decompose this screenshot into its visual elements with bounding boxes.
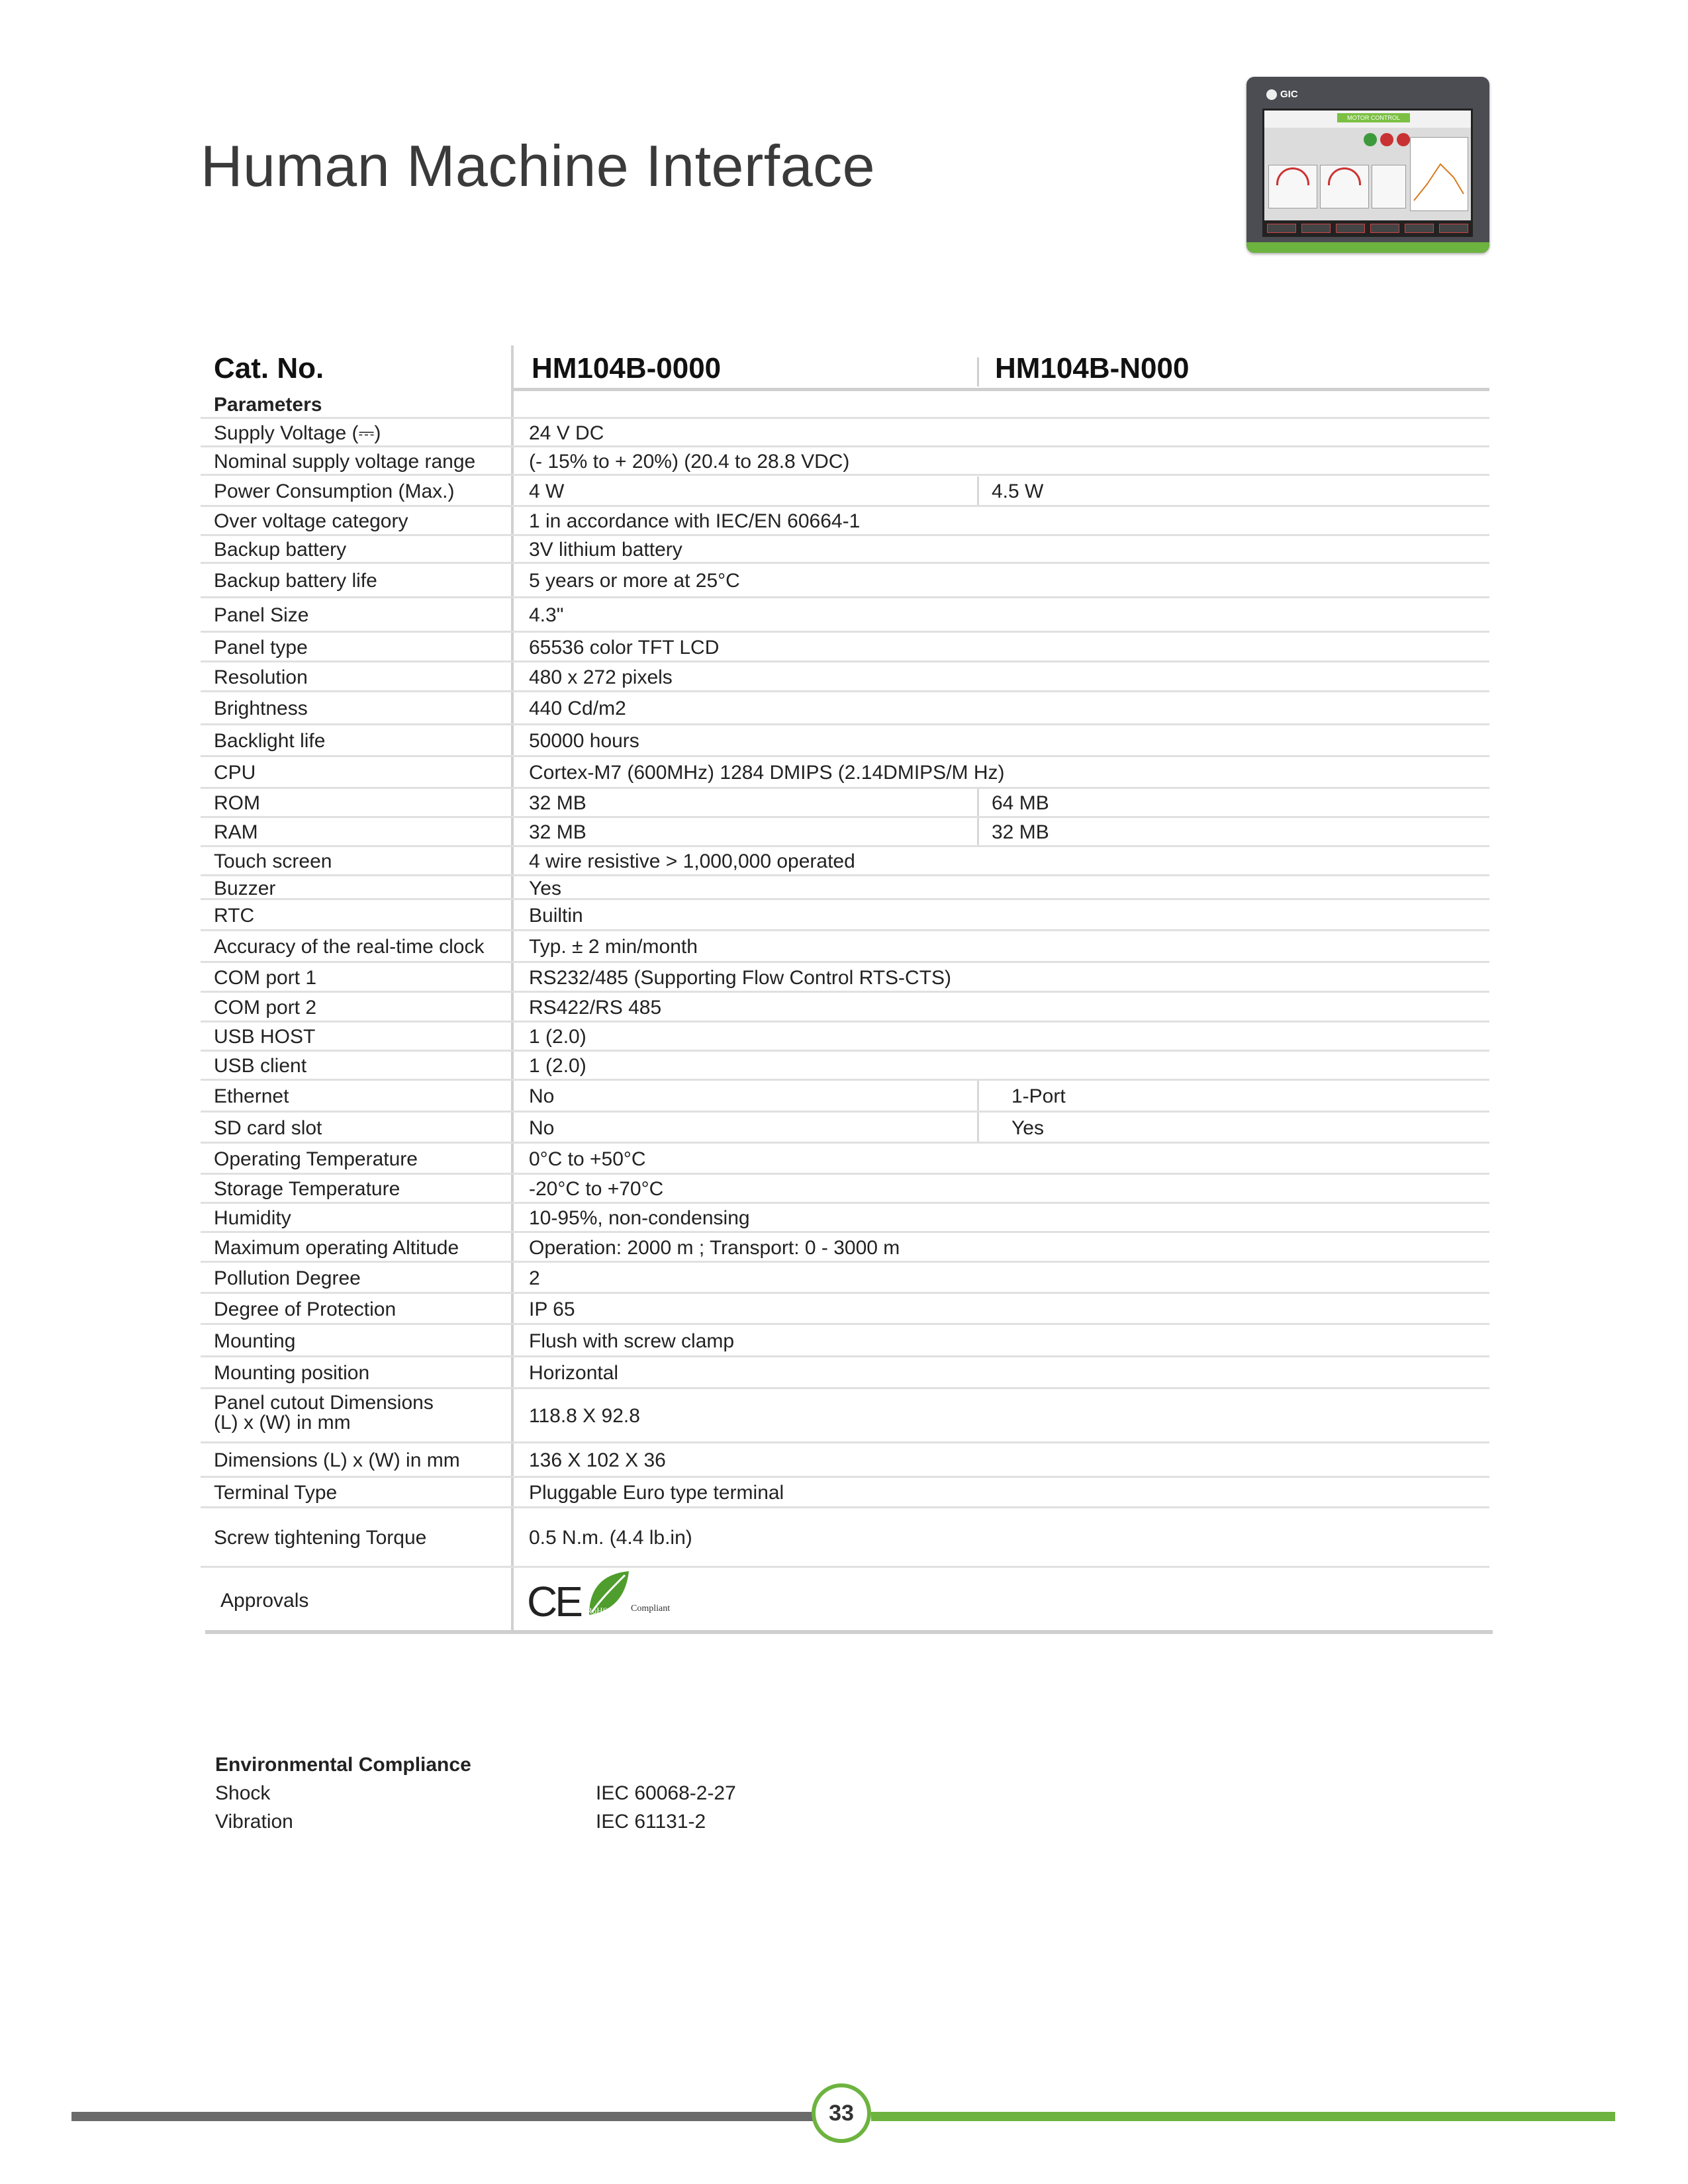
table-row	[201, 391, 1489, 419]
table-row	[201, 1052, 1489, 1081]
row-label: Backup battery	[214, 539, 347, 561]
row-value-model-1: 1 (2.0)	[529, 1026, 586, 1048]
row-value-model-1: (- 15% to + 20%) (20.4 to 28.8 VDC)	[529, 451, 850, 473]
row-value-model-1: 24 V DC	[529, 422, 604, 444]
row-label: SD card slot	[214, 1117, 322, 1139]
row-label: Ethernet	[214, 1085, 289, 1107]
table-row	[201, 692, 1489, 725]
row-value-model-1: IP 65	[529, 1298, 575, 1320]
row-label-line2: (L) x (W) in mm	[214, 1412, 351, 1433]
cell-separator	[977, 1081, 979, 1111]
table-row	[201, 564, 1489, 598]
env-vibration-label: Vibration	[215, 1811, 293, 1833]
table-row	[201, 420, 1489, 447]
table-row	[201, 931, 1489, 963]
svg-text:RoHS: RoHS	[586, 1606, 608, 1615]
table-row	[201, 757, 1489, 789]
table-row	[201, 662, 1489, 692]
row-value-model-1: Cortex-M7 (600MHz) 1284 DMIPS (2.14DMIPS/M Hz)	[529, 762, 1005, 784]
row-label: RAM	[214, 821, 258, 843]
page-number: 33	[812, 2083, 871, 2143]
env-vibration-value: IEC 61131-2	[596, 1811, 706, 1833]
table-row	[201, 633, 1489, 662]
table-row	[201, 725, 1489, 757]
row-value-model-1: 2	[529, 1267, 540, 1289]
row-value-model-1: 4 wire resistive > 1,000,000 operated	[529, 850, 855, 872]
row-label: USB client	[214, 1055, 307, 1077]
approvals-label: Approvals	[220, 1590, 309, 1612]
row-value-model-1: No	[529, 1117, 555, 1139]
row-label: COM port 1	[214, 967, 317, 989]
table-row	[201, 1233, 1489, 1263]
parameters-heading: Parameters	[214, 394, 322, 416]
row-label: Mounting position	[214, 1362, 370, 1384]
row-label: Supply Voltage (⎓)	[214, 422, 381, 444]
table-row	[201, 847, 1489, 876]
row-label: Accuracy of the real-time clock	[214, 936, 485, 958]
table-row	[201, 876, 1489, 900]
row-label: ROM	[214, 792, 260, 814]
table-row	[201, 900, 1489, 931]
table-row	[201, 818, 1489, 847]
row-value-model-1: 0.5 N.m. (4.4 lb.in)	[529, 1527, 692, 1549]
hmi-device-image	[1246, 77, 1489, 253]
row-value-model-1: -20°C to +70°C	[529, 1178, 664, 1200]
row-label: Humidity	[214, 1207, 291, 1229]
row-value-model-1: 3V lithium battery	[529, 539, 682, 561]
row-value-model-1: Horizontal	[529, 1362, 619, 1384]
env-heading: Environmental Compliance	[215, 1754, 471, 1776]
row-value-model-1: Pluggable Euro type terminal	[529, 1482, 784, 1504]
row-value-model-1: 440 Cd/m2	[529, 698, 626, 719]
row-label: Terminal Type	[214, 1482, 338, 1504]
row-value-model-1: 5 years or more at 25°C	[529, 570, 740, 592]
env-shock-label: Shock	[215, 1782, 271, 1804]
footer-bar-left	[71, 2112, 816, 2121]
row-value-model-1: 1 in accordance with IEC/EN 60664-1	[529, 510, 861, 532]
row-value-model-1: Typ. ± 2 min/month	[529, 936, 698, 958]
table-row	[201, 1294, 1489, 1325]
table-row	[201, 477, 1489, 507]
row-label: Pollution Degree	[214, 1267, 361, 1289]
page-title: Human Machine Interface	[201, 133, 876, 199]
row-value-model-2: 32 MB	[992, 821, 1049, 843]
table-row	[201, 448, 1489, 476]
row-label: Degree of Protection	[214, 1298, 397, 1320]
table-row	[201, 1263, 1489, 1294]
row-label: Over voltage category	[214, 510, 408, 532]
row-label: Screw tightening Torque	[214, 1527, 427, 1549]
row-label: Touch screen	[214, 850, 332, 872]
footer-bar-right	[871, 2112, 1615, 2121]
row-label: RTC	[214, 905, 255, 927]
row-label: Mounting	[214, 1330, 296, 1352]
header-separator	[977, 357, 979, 387]
row-label: Maximum operating Altitude	[214, 1237, 459, 1259]
row-value-model-1: 65536 color TFT LCD	[529, 637, 720, 659]
screen-title: MOTOR CONTROL	[1337, 113, 1410, 122]
row-label: Brightness	[214, 698, 308, 719]
device-green-trim	[1246, 242, 1489, 253]
table-row	[201, 1389, 1489, 1443]
row-label: CPU	[214, 762, 256, 784]
table-row	[201, 1357, 1489, 1389]
row-label-line1: Panel cutout Dimensions	[214, 1392, 434, 1414]
table-row	[201, 963, 1489, 993]
row-label: Dimensions (L) x (W) in mm	[214, 1449, 460, 1471]
cell-separator	[977, 1113, 979, 1142]
row-value-model-2: 64 MB	[992, 792, 1049, 814]
cell-separator	[977, 789, 979, 816]
table-row	[201, 1023, 1489, 1052]
row-value-model-1: 32 MB	[529, 792, 586, 814]
table-row	[201, 1325, 1489, 1357]
row-label: Operating Temperature	[214, 1148, 418, 1170]
table-row	[201, 1175, 1489, 1204]
cell-separator	[977, 818, 979, 845]
device-screen	[1262, 109, 1473, 237]
model-2-header: HM104B-N000	[995, 352, 1190, 385]
rohs-leaf-icon	[583, 1569, 630, 1616]
row-label: USB HOST	[214, 1026, 316, 1048]
row-value-model-2: 1-Port	[1011, 1085, 1066, 1107]
table-bottom-rule	[205, 1630, 1493, 1634]
row-value-model-1: 50000 hours	[529, 730, 639, 752]
row-label: Resolution	[214, 666, 308, 688]
approvals-row	[201, 1569, 1489, 1632]
row-value-model-1: No	[529, 1085, 555, 1107]
row-value-model-1: Yes	[529, 878, 561, 899]
row-value-model-1: 10-95%, non-condensing	[529, 1207, 750, 1229]
table-row	[201, 1478, 1489, 1508]
cell-separator	[977, 477, 979, 505]
gic-logo: GIC	[1266, 89, 1298, 100]
row-value-model-1: 118.8 X 92.8	[529, 1405, 640, 1427]
row-label: Buzzer	[214, 878, 276, 899]
row-label: Storage Temperature	[214, 1178, 400, 1200]
table-row	[201, 1443, 1489, 1478]
row-label: Nominal supply voltage range	[214, 451, 476, 473]
row-value-model-1: 136 X 102 X 36	[529, 1449, 666, 1471]
row-value-model-1: 480 x 272 pixels	[529, 666, 673, 688]
env-shock-value: IEC 60068-2-27	[596, 1782, 736, 1804]
row-value-model-1: Builtin	[529, 905, 583, 927]
table-row	[201, 993, 1489, 1023]
ce-mark-icon: CE	[527, 1578, 581, 1625]
table-row	[201, 1508, 1489, 1568]
cat-no-header: Cat. No.	[214, 352, 324, 385]
row-value-model-1: 1 (2.0)	[529, 1055, 586, 1077]
row-value-model-1: RS232/485 (Supporting Flow Control RTS-CTS)	[529, 967, 952, 989]
table-row	[201, 789, 1489, 818]
row-label: Panel type	[214, 637, 308, 659]
row-value-model-1: 4.3"	[529, 604, 564, 626]
row-value-model-1: 4 W	[529, 480, 565, 502]
table-row	[201, 1144, 1489, 1175]
row-value-model-1: Operation: 2000 m ; Transport: 0 - 3000 m	[529, 1237, 900, 1259]
row-label: Backlight life	[214, 730, 326, 752]
table-row	[201, 536, 1489, 564]
table-header	[201, 339, 1491, 389]
row-label: Panel Size	[214, 604, 309, 626]
row-label: Backup battery life	[214, 570, 377, 592]
table-row	[201, 1113, 1489, 1144]
row-value-model-1: 0°C to +50°C	[529, 1148, 646, 1170]
table-row	[201, 1204, 1489, 1233]
table-row	[201, 507, 1489, 536]
row-value-model-2: 4.5 W	[992, 480, 1044, 502]
row-value-model-2: Yes	[1011, 1117, 1044, 1139]
row-value-model-1: 32 MB	[529, 821, 586, 843]
row-label: COM port 2	[214, 997, 317, 1019]
row-value-model-1: Flush with screw clamp	[529, 1330, 735, 1352]
model-1-header: HM104B-0000	[532, 352, 722, 385]
row-label	[214, 1392, 434, 1434]
table-row	[201, 598, 1489, 633]
rohs-compliant-text: Compliant	[631, 1604, 671, 1614]
row-label: Power Consumption (Max.)	[214, 480, 455, 502]
row-value-model-1: RS422/RS 485	[529, 997, 662, 1019]
table-row	[201, 1081, 1489, 1113]
